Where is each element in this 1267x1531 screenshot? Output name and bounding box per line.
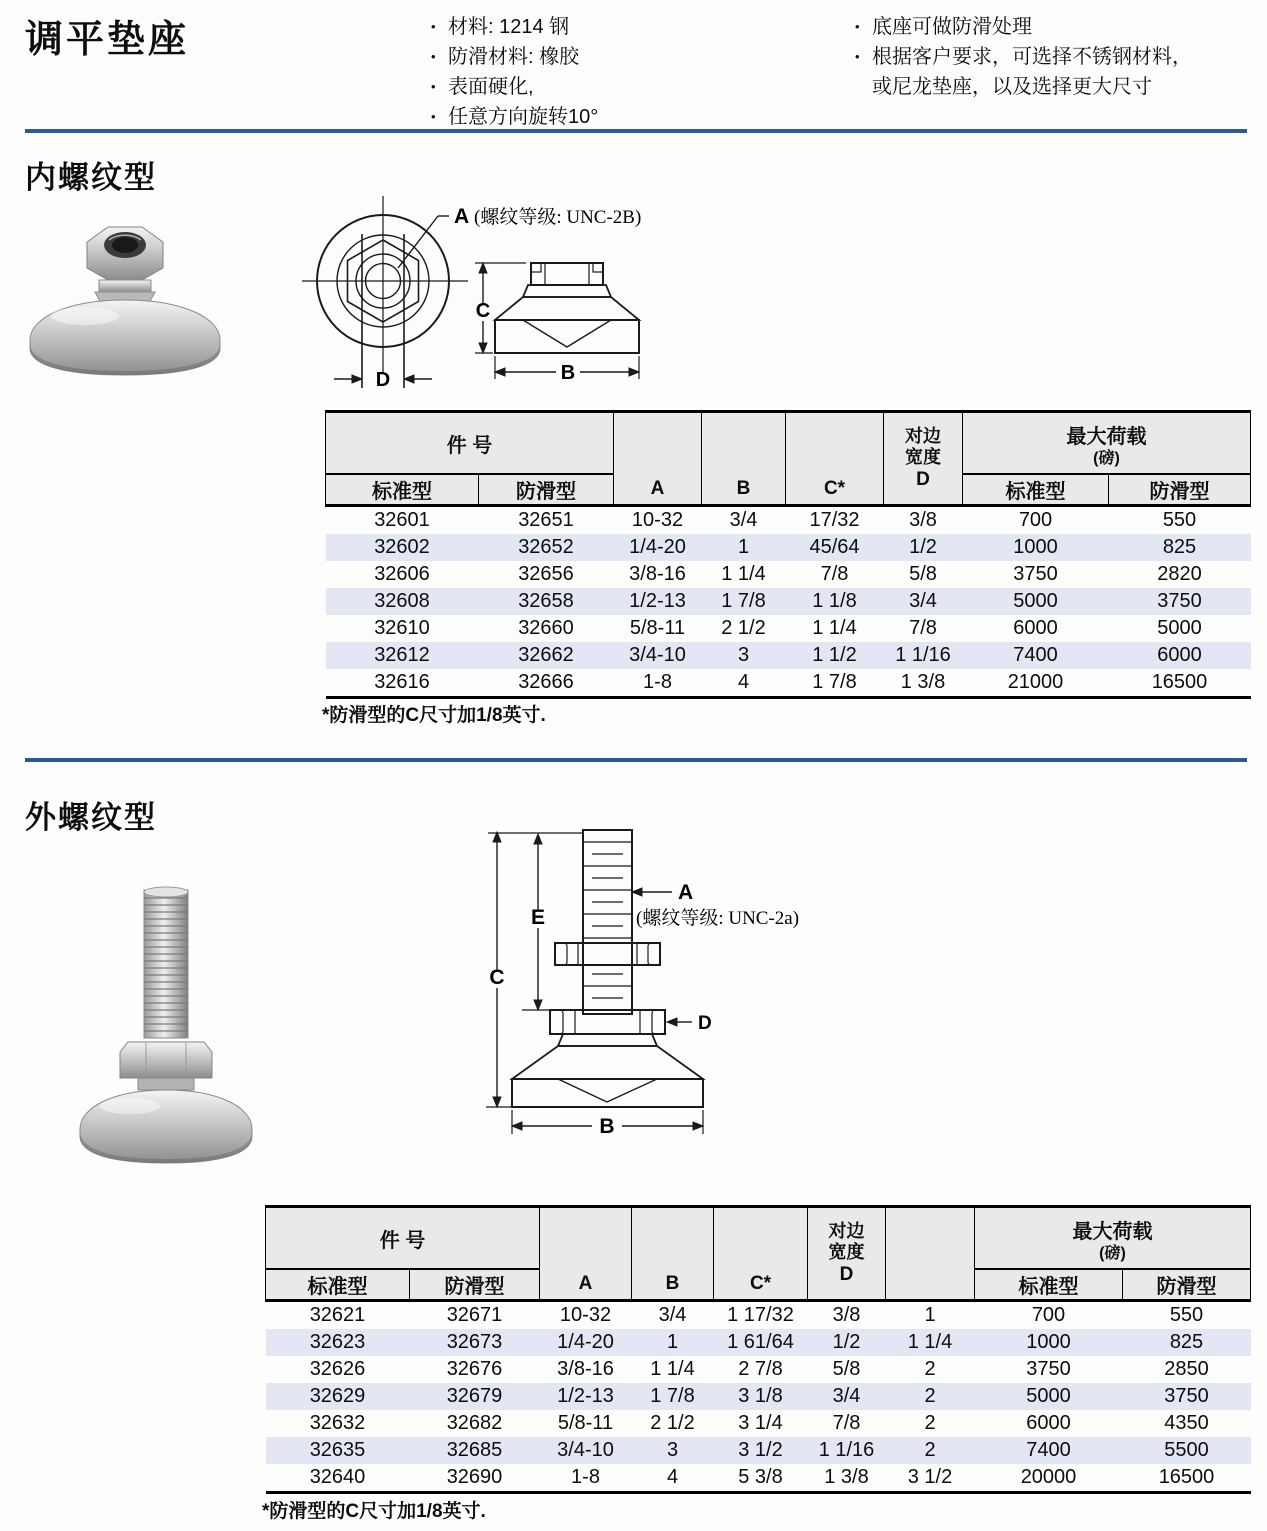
table-cell: 3/8-16 bbox=[629, 563, 686, 585]
table-cell: 1 1/2 bbox=[812, 644, 857, 666]
table-cell: 1 7/8 bbox=[786, 669, 884, 698]
table-cell: 3 bbox=[666, 1439, 679, 1461]
table-row bbox=[326, 615, 1251, 642]
dim-label-d: D bbox=[375, 369, 391, 391]
table-cell: 32656 bbox=[518, 563, 574, 585]
table-cell: 32616 bbox=[326, 669, 479, 698]
table-cell: 2 bbox=[924, 1385, 936, 1407]
table-cell: 21000 bbox=[963, 669, 1109, 698]
table-cell: 3750 bbox=[1164, 1385, 1209, 1407]
dim-label-c: C bbox=[475, 300, 491, 322]
col-dim-a: A bbox=[540, 1207, 632, 1301]
col-dim-b: B bbox=[702, 412, 786, 506]
col-dim-c: C* bbox=[786, 412, 884, 506]
feature-list-right bbox=[852, 12, 1210, 102]
photo-hex-nut bbox=[120, 1042, 212, 1078]
dim-label-b: B bbox=[560, 362, 576, 384]
table-cell: 32671 bbox=[446, 1304, 503, 1326]
table-cell: 3750 bbox=[1026, 1358, 1071, 1380]
table-cell: 32682 bbox=[446, 1412, 503, 1434]
table-cell: 1 1/4 bbox=[721, 563, 766, 585]
table-cell: 1 3/8 bbox=[808, 1464, 886, 1493]
section-divider bbox=[25, 758, 1247, 762]
top-view bbox=[302, 196, 468, 388]
table-body bbox=[326, 506, 1251, 698]
dim-label-a: A bbox=[678, 881, 694, 904]
col-max-load: 最大荷载 (磅) bbox=[975, 1207, 1251, 1270]
table-cell: 1 7/8 bbox=[650, 1385, 695, 1407]
table-row bbox=[266, 1301, 1251, 1330]
table-cell: 45/64 bbox=[809, 536, 860, 558]
table-cell: 1/4-20 bbox=[557, 1331, 614, 1353]
table-cell: 2820 bbox=[1157, 563, 1202, 585]
table-cell: 1-8 bbox=[614, 669, 702, 698]
feature-item: • 底座可做防滑处理 bbox=[852, 12, 1210, 42]
table-row bbox=[326, 561, 1251, 588]
table-cell: 7/8 bbox=[832, 1412, 861, 1434]
table-cell: 3750 bbox=[1157, 590, 1202, 612]
table-cell: 3/4-10 bbox=[557, 1439, 614, 1461]
table-cell: 2 1/2 bbox=[650, 1412, 695, 1434]
table-cell: 20000 bbox=[975, 1464, 1123, 1493]
table-cell: 1/2 bbox=[832, 1331, 861, 1353]
table-cell: 1 1/16 bbox=[895, 644, 951, 666]
internal-thread-spec-table bbox=[325, 410, 1251, 699]
photo-collar bbox=[138, 1078, 194, 1090]
table-cell: 1 1/4 bbox=[650, 1358, 695, 1380]
table-cell: 5/8 bbox=[909, 563, 937, 585]
table-cell: 825 bbox=[1162, 536, 1197, 558]
table-cell: 32623 bbox=[309, 1331, 366, 1353]
table-body bbox=[266, 1301, 1251, 1493]
table-cell: 1 61/64 bbox=[727, 1331, 794, 1353]
table-cell: 10-32 bbox=[631, 509, 684, 531]
table-cell: 5000 bbox=[1157, 617, 1202, 639]
col-antislip: 防滑型 bbox=[410, 1269, 540, 1301]
feature-item: • 任意方向旋转10° bbox=[428, 102, 828, 132]
table-cell: 6000 bbox=[1013, 617, 1058, 639]
table-cell: 5/8 bbox=[832, 1358, 861, 1380]
table-cell: 700 bbox=[1031, 1304, 1066, 1326]
table-row bbox=[266, 1464, 1251, 1493]
table-cell: 7/8 bbox=[909, 617, 937, 639]
table-cell: 32626 bbox=[309, 1358, 366, 1380]
table-cell: 32651 bbox=[518, 509, 574, 531]
section-heading-external: 外螺纹型 bbox=[25, 800, 157, 835]
dim-label-d: D bbox=[698, 1013, 712, 1034]
table-cell: 2 bbox=[924, 1439, 936, 1461]
table-row bbox=[266, 1329, 1251, 1356]
table-cell: 5/8-11 bbox=[629, 617, 686, 639]
table-cell: 32685 bbox=[446, 1439, 503, 1461]
table-cell: 3/4 bbox=[832, 1385, 861, 1407]
table-cell: 5000 bbox=[1026, 1385, 1071, 1407]
table-cell: 3 1/2 bbox=[886, 1464, 975, 1493]
col-load-antislip: 防滑型 bbox=[1109, 474, 1251, 506]
col-e-blank bbox=[886, 1207, 975, 1301]
col-load-standard: 标准型 bbox=[963, 474, 1109, 506]
table-footnote: *防滑型的C尺寸加1/8英寸. bbox=[322, 705, 546, 726]
page-title: 调平垫座 bbox=[25, 19, 190, 61]
table-footnote: *防滑型的C尺寸加1/8英寸. bbox=[262, 1501, 486, 1522]
col-dim-a: A bbox=[614, 412, 702, 506]
table-cell: 32602 bbox=[374, 536, 430, 558]
col-dim-c: C* bbox=[714, 1207, 808, 1301]
table-cell: 2 bbox=[924, 1412, 936, 1434]
table-cell: 825 bbox=[1169, 1331, 1204, 1353]
table-cell: 1-8 bbox=[540, 1464, 632, 1493]
table-cell: 7400 bbox=[1026, 1439, 1071, 1461]
section-divider bbox=[25, 129, 1247, 133]
table-row bbox=[266, 1356, 1251, 1383]
col-load-antislip: 防滑型 bbox=[1123, 1269, 1251, 1301]
table-cell: 3 1/2 bbox=[738, 1439, 783, 1461]
col-max-load: 最大荷载 (磅) bbox=[963, 412, 1251, 475]
table-cell: 32660 bbox=[518, 617, 574, 639]
table-cell: 2 1/2 bbox=[721, 617, 766, 639]
table-cell: 32608 bbox=[374, 590, 430, 612]
col-standard: 标准型 bbox=[266, 1269, 410, 1301]
table-cell: 16500 bbox=[1123, 1464, 1251, 1493]
table-row bbox=[326, 534, 1251, 561]
col-width-across-flats: 对边 宽度 D bbox=[808, 1207, 886, 1301]
dim-label-e: E bbox=[530, 906, 546, 929]
table-cell: 32662 bbox=[518, 644, 574, 666]
table-cell: 7/8 bbox=[820, 563, 849, 585]
table-cell: 17/32 bbox=[809, 509, 860, 531]
table-cell: 3/8-16 bbox=[557, 1358, 614, 1380]
table-cell: 1 17/32 bbox=[727, 1304, 794, 1326]
thread-class-note: (螺纹等级: UNC-2B) bbox=[474, 207, 642, 228]
table-cell: 32666 bbox=[479, 669, 614, 698]
table-cell: 2 7/8 bbox=[738, 1358, 783, 1380]
table-cell: 32632 bbox=[309, 1412, 366, 1434]
section-heading-internal: 内螺纹型 bbox=[25, 160, 157, 195]
side-view bbox=[486, 830, 703, 1134]
table-cell: 6000 bbox=[1157, 644, 1202, 666]
dim-label-a: A bbox=[454, 205, 470, 228]
table-cell: 2850 bbox=[1164, 1358, 1209, 1380]
table-cell: 3 1/4 bbox=[738, 1412, 783, 1434]
table-cell: 32640 bbox=[266, 1464, 410, 1493]
table-cell: 3 bbox=[737, 644, 750, 666]
table-cell: 3/4 bbox=[658, 1304, 687, 1326]
table-row bbox=[266, 1383, 1251, 1410]
table-row bbox=[326, 588, 1251, 615]
table-cell: 1 bbox=[737, 536, 750, 558]
feature-item: • 材料: 1214 钢 bbox=[428, 12, 828, 42]
dim-label-b: B bbox=[599, 1115, 615, 1138]
table-cell: 1000 bbox=[1026, 1331, 1071, 1353]
table-cell: 4 bbox=[702, 669, 786, 698]
table-cell: 1/2-13 bbox=[629, 590, 686, 612]
table-cell: 5 3/8 bbox=[714, 1464, 808, 1493]
col-part-number: 件 号 bbox=[326, 412, 614, 475]
photo-threaded-stud bbox=[144, 887, 188, 1038]
photo-base bbox=[80, 1090, 252, 1163]
product-photo-internal-thread bbox=[15, 212, 235, 394]
dim-label-c: C bbox=[489, 966, 505, 989]
table-cell: 3/4 bbox=[909, 590, 937, 612]
table-cell: 550 bbox=[1169, 1304, 1204, 1326]
col-load-standard: 标准型 bbox=[975, 1269, 1123, 1301]
col-dim-b: B bbox=[632, 1207, 714, 1301]
product-photo-external-thread bbox=[68, 882, 258, 1187]
photo-base bbox=[30, 300, 220, 375]
table-cell: 5/8-11 bbox=[557, 1412, 614, 1434]
table-cell: 32629 bbox=[309, 1385, 366, 1407]
table-cell: 32621 bbox=[309, 1304, 366, 1326]
table-cell: 550 bbox=[1162, 509, 1197, 531]
feature-item: • 防滑材料: 橡胶 bbox=[428, 42, 828, 72]
table-cell: 32679 bbox=[446, 1385, 503, 1407]
photo-hex-nut bbox=[87, 227, 163, 280]
table-cell: 3 1/8 bbox=[738, 1385, 783, 1407]
feature-list-left bbox=[428, 12, 828, 132]
table-cell: 1 1/16 bbox=[818, 1439, 875, 1461]
table-cell: 5000 bbox=[1013, 590, 1058, 612]
table-cell: 5500 bbox=[1164, 1439, 1209, 1461]
internal-thread-drawing bbox=[298, 176, 688, 408]
table-cell: 700 bbox=[1018, 509, 1053, 531]
col-width-across-flats: 对边 宽度 D bbox=[884, 412, 963, 506]
col-antislip: 防滑型 bbox=[479, 474, 614, 506]
feature-item: • 表面硬化, bbox=[428, 72, 828, 102]
table-cell: 32676 bbox=[446, 1358, 503, 1380]
table-cell: 7400 bbox=[1013, 644, 1058, 666]
table-cell: 1 3/8 bbox=[884, 669, 963, 698]
table-row bbox=[326, 506, 1251, 535]
table-row bbox=[326, 669, 1251, 698]
feature-item: • 根据客户要求，可选择不锈钢材料，或尼龙垫座，以及选择更大尺寸 bbox=[852, 42, 1210, 102]
table-cell: 3/4 bbox=[729, 509, 758, 531]
external-thread-drawing bbox=[440, 812, 860, 1162]
table-row bbox=[266, 1437, 1251, 1464]
table-row bbox=[266, 1410, 1251, 1437]
table-cell: 1/2 bbox=[909, 536, 937, 558]
table-cell: 1/4-20 bbox=[629, 536, 686, 558]
table-cell: 32601 bbox=[374, 509, 430, 531]
table-cell: 1 1/8 bbox=[812, 590, 857, 612]
table-cell: 2 bbox=[924, 1358, 936, 1380]
table-cell: 10-32 bbox=[559, 1304, 612, 1326]
table-cell: 1 1/4 bbox=[812, 617, 857, 639]
table-cell: 32652 bbox=[518, 536, 574, 558]
table-cell: 1 bbox=[924, 1304, 936, 1326]
table-row bbox=[326, 642, 1251, 669]
table-cell: 32612 bbox=[374, 644, 430, 666]
table-cell: 32690 bbox=[410, 1464, 540, 1493]
table-cell: 1 1/4 bbox=[907, 1331, 953, 1353]
table-cell: 32658 bbox=[518, 590, 574, 612]
table-cell: 1 7/8 bbox=[721, 590, 766, 612]
table-cell: 32610 bbox=[374, 617, 430, 639]
table-cell: 32606 bbox=[374, 563, 430, 585]
table-cell: 1 bbox=[666, 1331, 679, 1353]
table-cell: 3/8 bbox=[909, 509, 937, 531]
col-part-number: 件 号 bbox=[266, 1207, 540, 1270]
side-view bbox=[475, 263, 639, 379]
table-cell: 16500 bbox=[1109, 669, 1251, 698]
table-cell: 1/2-13 bbox=[557, 1385, 614, 1407]
table-cell: 4350 bbox=[1164, 1412, 1209, 1434]
photo-collar bbox=[99, 280, 151, 292]
table-cell: 3750 bbox=[1013, 563, 1058, 585]
table-cell: 4 bbox=[632, 1464, 714, 1493]
thread-class-note: (螺纹等级: UNC-2a) bbox=[636, 908, 800, 929]
table-cell: 32635 bbox=[309, 1439, 366, 1461]
external-thread-spec-table bbox=[265, 1205, 1251, 1494]
col-standard: 标准型 bbox=[326, 474, 479, 506]
table-cell: 1000 bbox=[1013, 536, 1058, 558]
table-cell: 3/4-10 bbox=[629, 644, 686, 666]
table-cell: 3/8 bbox=[832, 1304, 861, 1326]
table-cell: 32673 bbox=[446, 1331, 503, 1353]
table-cell: 6000 bbox=[1026, 1412, 1071, 1434]
